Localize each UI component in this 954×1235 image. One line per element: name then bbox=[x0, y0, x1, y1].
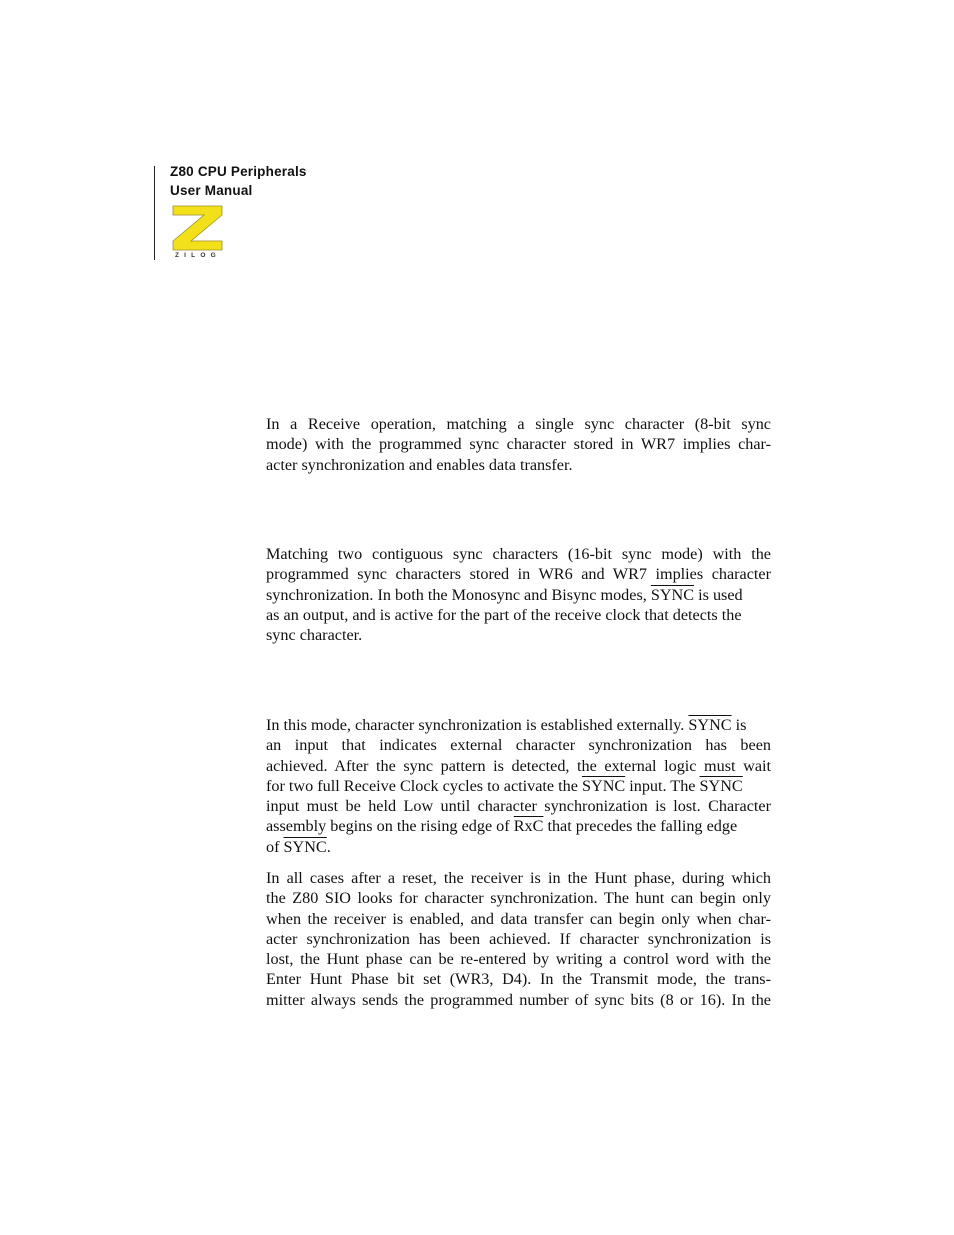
text-line bbox=[266, 564, 771, 584]
text-run: In this mode, character synchronization is established externally. bbox=[266, 716, 689, 734]
text-run: input must be held Low until character synchronization is lost. Character bbox=[266, 797, 771, 816]
text-line bbox=[266, 544, 771, 564]
text-run: of bbox=[266, 837, 284, 856]
text-line bbox=[266, 756, 771, 776]
text-run: achieved. After the sync pattern is detected, the external logic must wait bbox=[266, 756, 771, 775]
text-run: In a Receive operation, matching a single sync character (8-bit sync bbox=[266, 415, 771, 433]
text-run: the Z80 SIO looks for character synchronization. The hunt can begin only bbox=[266, 889, 771, 908]
text-run: when the receiver is enabled, and data transfer can begin only when char- bbox=[266, 909, 771, 928]
text-run: Enter Hunt Phase bit set (WR3, D4). In the Transmit mode, the trans- bbox=[266, 970, 771, 989]
paragraph-bisync bbox=[266, 544, 771, 645]
manual-subtitle: User Manual bbox=[170, 183, 253, 198]
text-line bbox=[266, 776, 771, 796]
text-run: In all cases after a reset, the receiver is in the Hunt phase, during which bbox=[266, 869, 771, 887]
text-line bbox=[266, 625, 771, 645]
text-line bbox=[266, 969, 771, 989]
text-run: mitter always sends the programmed number of sync bits (8 or 16). In the bbox=[266, 990, 771, 1009]
text-run: lost, the Hunt phase can be re-entered by writing a control word with the bbox=[266, 950, 771, 969]
text-line bbox=[266, 909, 771, 929]
text-run: is used bbox=[694, 585, 743, 604]
text-line bbox=[266, 888, 771, 908]
text-run: input. The bbox=[625, 776, 700, 795]
sync-signal-overbar: SYNC bbox=[688, 716, 732, 734]
sync-signal-overbar: SYNC bbox=[699, 776, 743, 795]
zilog-z-icon bbox=[173, 206, 222, 250]
text-run: sync character. bbox=[266, 626, 363, 645]
text-run: assembly begins on the rising edge of bbox=[266, 817, 514, 836]
text-line bbox=[266, 414, 771, 434]
text-line bbox=[266, 816, 771, 836]
text-run: for two full Receive Clock cycles to activate the bbox=[266, 776, 582, 795]
paragraph-hunt-phase bbox=[266, 868, 771, 1010]
text-run: an input that indicates external character synchronization has been bbox=[266, 736, 771, 755]
text-line bbox=[266, 585, 771, 605]
text-line bbox=[266, 434, 771, 454]
sync-signal-overbar: SYNC bbox=[283, 837, 327, 856]
rxc-signal-overbar: $\overline{RxC}$ bbox=[513, 817, 544, 836]
logo-wordmark: ZILOG bbox=[175, 252, 221, 259]
text-line bbox=[266, 949, 771, 969]
text-run: . bbox=[326, 837, 331, 856]
sync-signal-overbar: SYNC bbox=[650, 585, 695, 604]
text-run: mode) with the programmed sync character stored in WR7 implies char- bbox=[266, 435, 771, 454]
text-line bbox=[266, 735, 771, 755]
text-run: Matching two contiguous sync characters (16-bit sync mode) with the bbox=[266, 545, 771, 563]
text-run: that precedes the falling edge bbox=[543, 817, 738, 836]
text-run: acter synchronization and enables data transfer. bbox=[266, 455, 573, 474]
paragraph-external-sync bbox=[266, 715, 771, 857]
text-run: programmed sync characters stored in WR6 and WR7 implies character bbox=[266, 565, 771, 584]
paragraph-monosync bbox=[266, 414, 771, 475]
text-line bbox=[266, 455, 771, 475]
text-line bbox=[266, 929, 771, 949]
sync-signal-overbar: SYNC bbox=[582, 776, 626, 795]
text-line bbox=[266, 868, 771, 888]
text-line bbox=[266, 990, 771, 1010]
text-run: synchronization. In both the Monosync and Bisync modes, bbox=[266, 585, 651, 604]
text-line bbox=[266, 605, 771, 625]
text-line bbox=[266, 796, 771, 816]
manual-title: Z80 CPU Peripherals bbox=[170, 164, 307, 179]
text-line bbox=[266, 837, 771, 857]
text-run: as an output, and is active for the part of the receive clock that detects the bbox=[266, 605, 742, 624]
text-line bbox=[266, 715, 771, 735]
text-run: acter synchronization has been achieved. If character synchronization is bbox=[266, 929, 771, 948]
header-divider bbox=[154, 166, 155, 260]
text-run: is bbox=[731, 716, 747, 734]
